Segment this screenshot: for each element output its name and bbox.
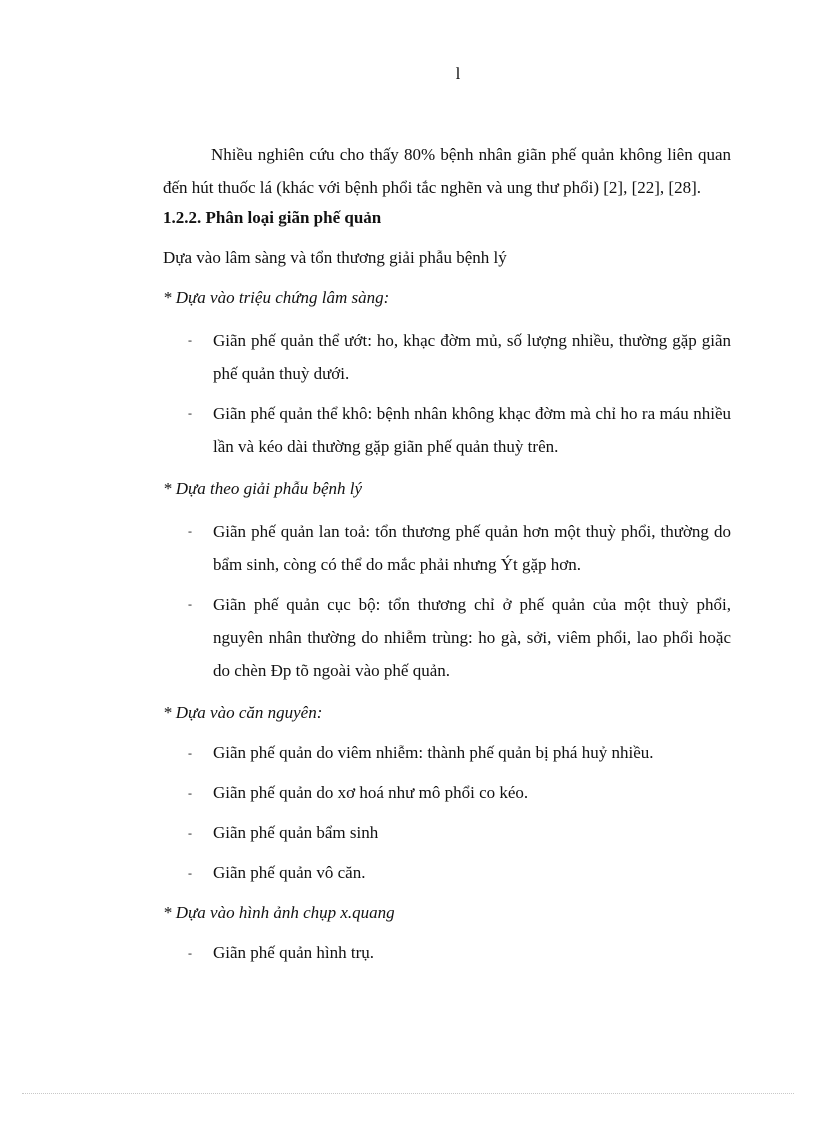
list-item-text: Giãn phế quản vô căn. [213,863,366,882]
list-item-text: Giãn phế quản thể ướt: ho, khạc đờm mủ, số lượng nhiều, thường gặp giãn phế quản thuỳ dưới. [213,331,731,383]
bullet-dash: - [188,866,192,880]
list-item [163,859,731,887]
bullet-dash: - [188,406,192,420]
section-label-clinical: * Dựa vào triệu chứng lâm sàng: [163,288,390,307]
list-item-text: Giãn phế quản bẩm sinh [213,823,379,842]
bullet-dash: - [188,524,192,538]
list-item [163,588,731,687]
section-label-pathology: * Dựa theo giải phẫu bệnh lý [163,479,363,498]
list-item [163,515,731,581]
page-bottom-rule [22,1093,794,1094]
intro-paragraph: Nhiều nghiên cứu cho thấy 80% bệnh nhân giãn phế quản không liên quan đến hút thuốc lá (khác với bệnh phổi tắc nghẽn và ung thư phổi) [2], [22], [28]. [163,145,731,197]
list-item [163,739,731,767]
bullet-dash: - [188,946,192,960]
page-number: l [455,64,461,83]
bullet-list-pathology [163,515,731,687]
bullet-list-xray [163,939,731,967]
bullet-dash: - [188,333,192,347]
list-item [163,779,731,807]
bullet-list-clinical [163,324,731,463]
document-body [163,138,731,979]
list-item-text: Giãn phế quản do xơ hoá như mô phổi co kéo. [213,783,529,802]
bullet-dash: - [188,597,192,611]
list-item-text: Giãn phế quản lan toả: tổn thương phế quản hơn một thuỳ phổi, thường do bẩm sinh, còng có thể do mắc phải nhưng Ýt gặp hơn. [213,522,731,574]
bullet-list-etiology [163,739,731,887]
list-item [163,324,731,390]
list-item-text: Giãn phế quản do viêm nhiễm: thành phế quản bị phá huỷ nhiều. [213,743,654,762]
section-label-xray: * Dựa vào hình ảnh chụp x.quang [163,903,395,922]
bullet-dash: - [188,746,192,760]
bullet-dash: - [188,786,192,800]
list-item [163,819,731,847]
section-label-etiology: * Dựa vào căn nguyên: [163,703,323,722]
list-item [163,939,731,967]
list-item-text: Giãn phế quản hình trụ. [213,943,374,962]
lead-line: Dựa vào lâm sàng và tổn thương giải phẫu bệnh lý [163,248,507,267]
bullet-dash: - [188,826,192,840]
list-item-text: Giãn phế quản cục bộ: tổn thương chỉ ở phế quản của một thuỳ phổi, nguyên nhân thường do nhiễm trùng: ho gà, sởi, viêm phổi, lao phổi hoặc do chèn Ðp tõ ngoài vào phế quản. [213,595,731,680]
list-item [163,397,731,463]
section-heading: 1.2.2. Phân loại giãn phế quản [163,208,382,227]
list-item-text: Giãn phế quản thể khô: bệnh nhân không khạc đờm mà chỉ ho ra máu nhiều lần và kéo dài thường gặp giãn phế quản thuỳ trên. [213,404,731,456]
